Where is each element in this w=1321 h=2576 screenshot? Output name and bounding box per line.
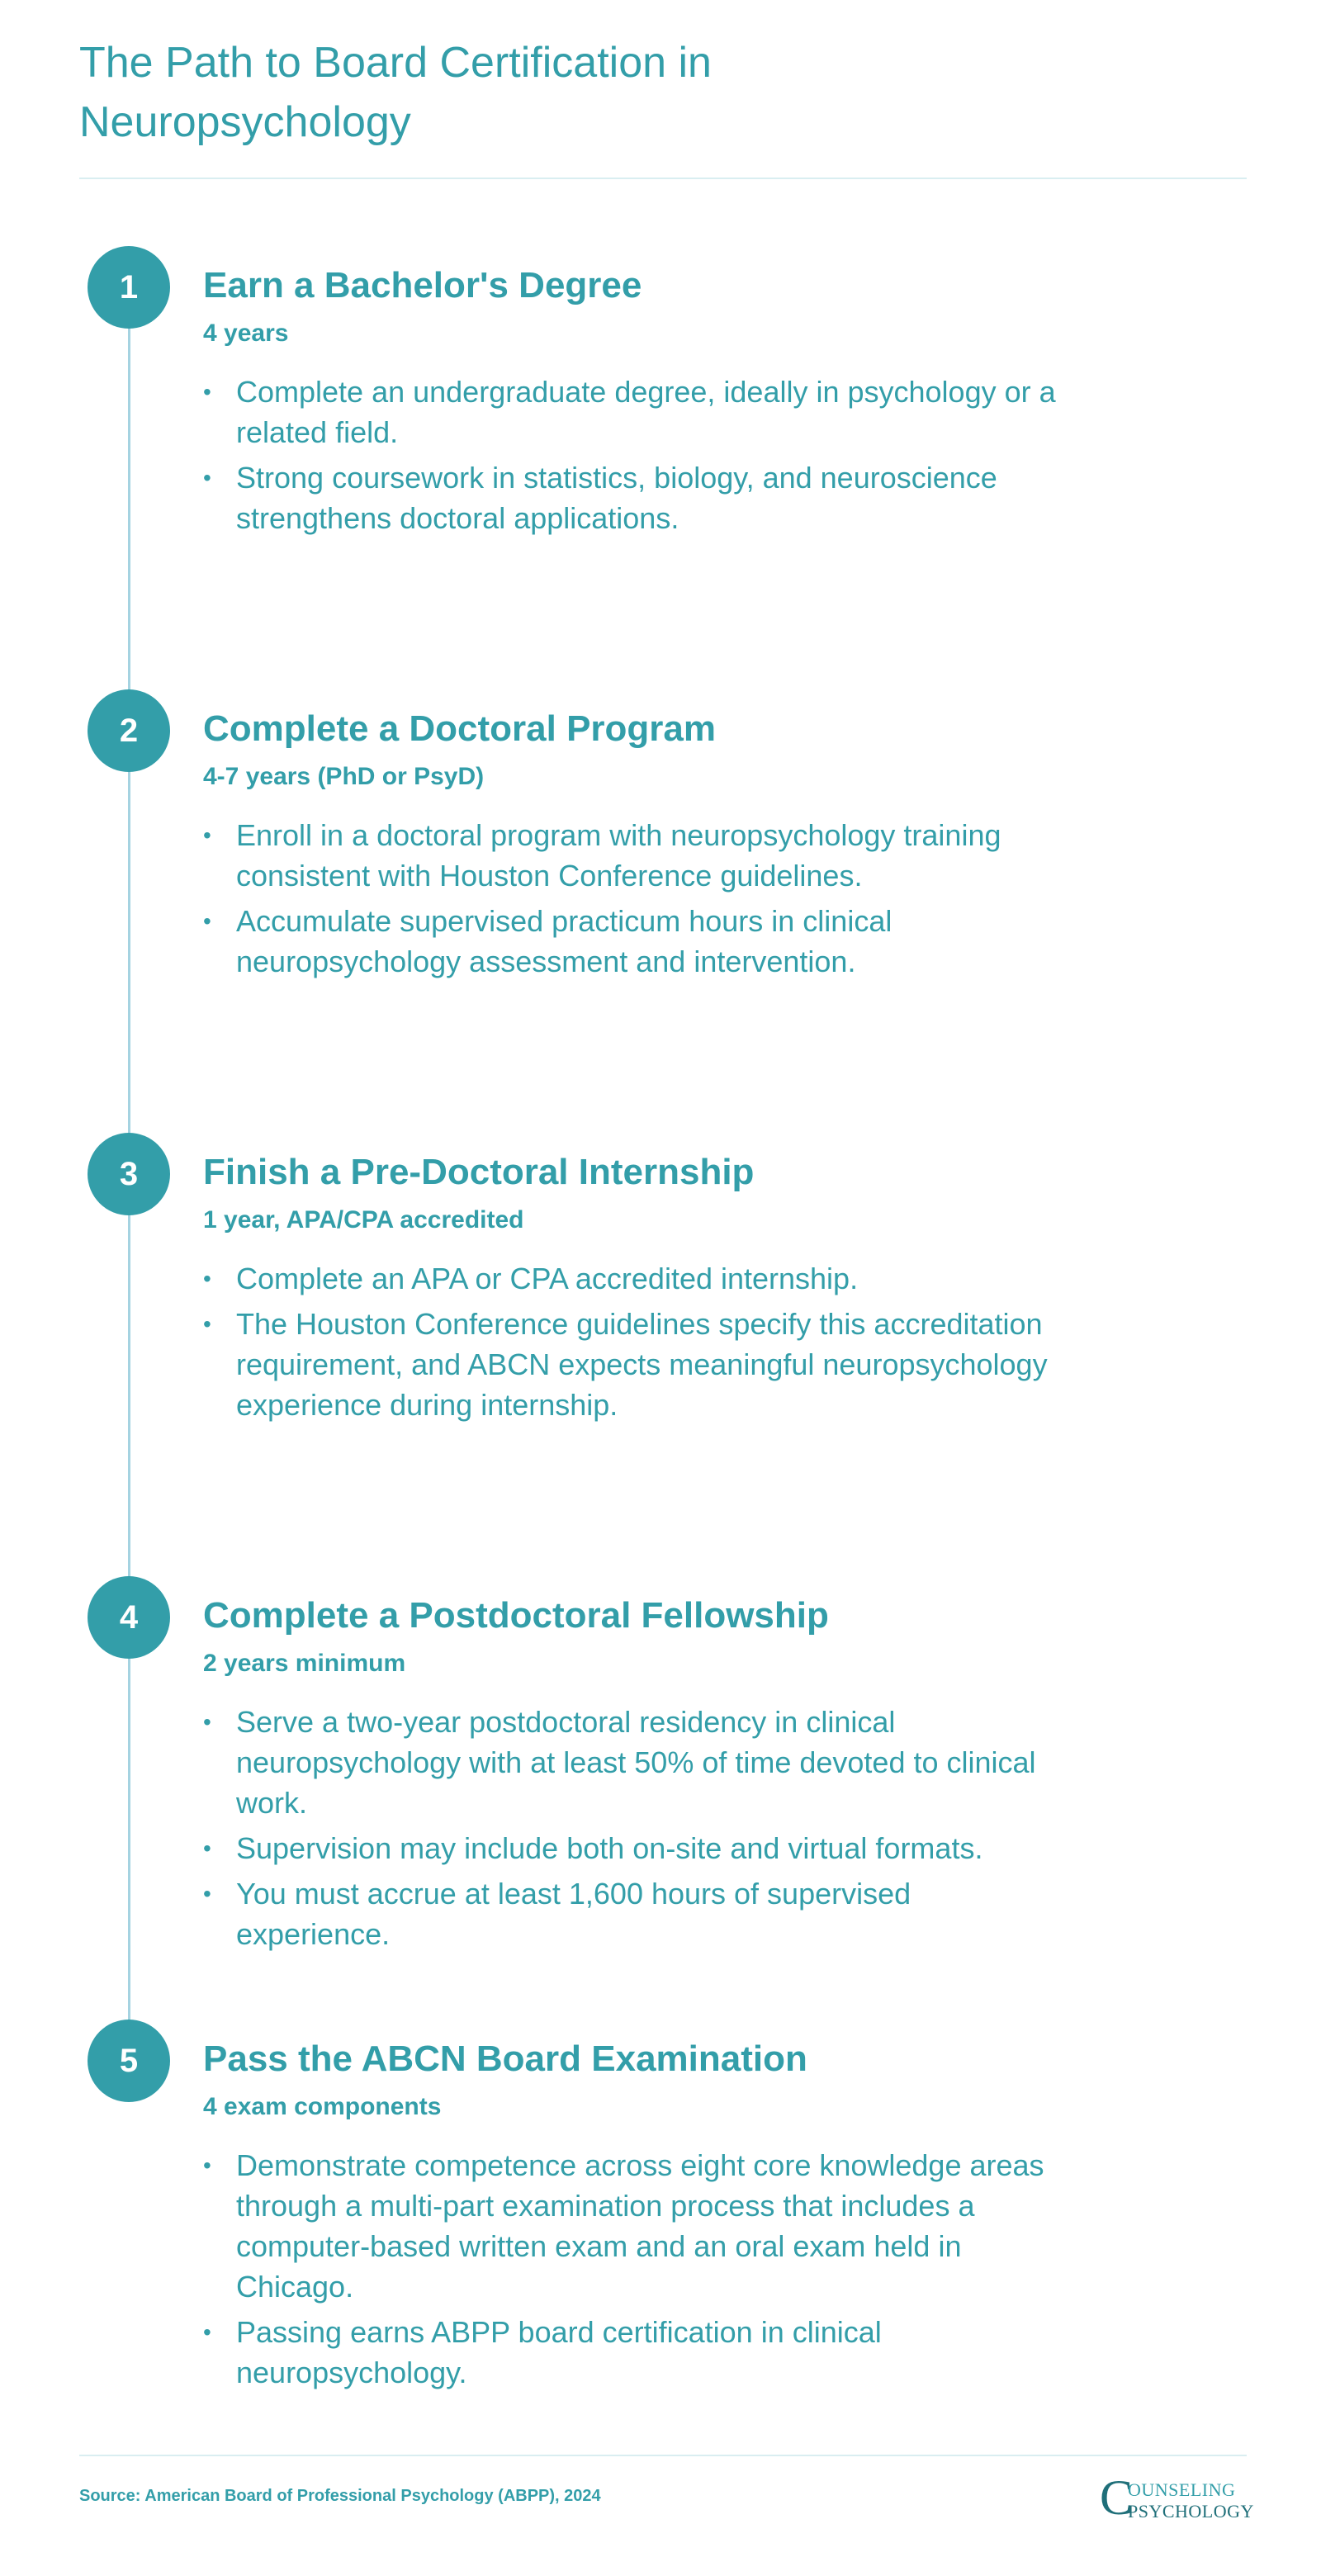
bullet-icon: • bbox=[203, 2319, 211, 2345]
step-duration: 4 exam components bbox=[203, 2093, 442, 2120]
bullet-text: Complete an undergraduate degree, ideally in psychology or a related field. bbox=[236, 375, 1056, 449]
bullet-text: Demonstrate competence across eight core knowledge areas through a multi-part examination process that includes a computer-based written exam and an oral exam held in Chicago. bbox=[236, 2148, 1044, 2304]
step-title: Complete a Doctoral Program bbox=[203, 708, 717, 749]
step-number-badge: 3 bbox=[88, 1133, 170, 1215]
bullet-icon: • bbox=[203, 1835, 211, 1861]
page-title: The Path to Board Certification in Neuropsychology bbox=[79, 39, 712, 146]
bullet-item bbox=[203, 815, 1062, 896]
bullet-icon: • bbox=[203, 822, 211, 848]
step-title: Complete a Postdoctoral Fellowship bbox=[203, 1595, 829, 1636]
bullet-text: Supervision may include both on-site and virtual formats. bbox=[236, 1831, 983, 1865]
source-citation: Source: American Board of Professional Psychology (ABPP), 2024 bbox=[79, 2487, 601, 2505]
bullet-item bbox=[203, 457, 1062, 538]
bullet-text: Complete an APA or CPA accredited internship. bbox=[236, 1262, 859, 1295]
bullet-icon: • bbox=[203, 1881, 211, 1906]
bullet-icon: • bbox=[203, 1311, 211, 1337]
footer-divider bbox=[79, 2455, 1247, 2456]
bullet-item bbox=[203, 1828, 1062, 1868]
bullet-item bbox=[203, 1873, 1062, 1954]
logo-text-line2: PSYCHOLOGY bbox=[1128, 2501, 1254, 2522]
bullet-item bbox=[203, 1702, 1062, 1823]
bullet-text: The Houston Conference guidelines specify this accreditation requirement, and ABCN expects meaningful neuropsychology experience during internship. bbox=[236, 1307, 1048, 1422]
logo-text-line1: OUNSELING bbox=[1128, 2479, 1236, 2500]
bullet-icon: • bbox=[203, 1266, 211, 1291]
step-title: Finish a Pre-Doctoral Internship bbox=[203, 1152, 755, 1192]
bullet-text: Passing earns ABPP board certification in clinical neuropsychology. bbox=[236, 2315, 882, 2389]
counseling-psychology-logo bbox=[1100, 2470, 1254, 2526]
bullet-item bbox=[203, 2145, 1062, 2307]
step-bullet-list bbox=[203, 1258, 1062, 1430]
step-number-badge: 5 bbox=[88, 2020, 170, 2102]
bullet-text: You must accrue at least 1,600 hours of supervised experience. bbox=[236, 1877, 911, 1951]
step-bullet-list bbox=[203, 1702, 1062, 1959]
bullet-text: Strong coursework in statistics, biology, and neuroscience strengthens doctoral applications. bbox=[236, 461, 997, 535]
bullet-item bbox=[203, 901, 1062, 982]
step-duration: 2 years minimum bbox=[203, 1650, 406, 1677]
step-duration: 1 year, APA/CPA accredited bbox=[203, 1206, 524, 1234]
bullet-icon: • bbox=[203, 379, 211, 405]
step-duration: 4-7 years (PhD or PsyD) bbox=[203, 763, 485, 790]
bullet-item bbox=[203, 1304, 1062, 1425]
bullet-icon: • bbox=[203, 465, 211, 490]
bullet-item bbox=[203, 1258, 1062, 1299]
step-duration: 4 years bbox=[203, 320, 289, 347]
bullet-icon: • bbox=[203, 908, 211, 934]
bullet-text: Serve a two-year postdoctoral residency in clinical neuropsychology with at least 50% of time devoted to clinical work. bbox=[236, 1705, 1036, 1820]
step-number-badge: 1 bbox=[88, 246, 170, 329]
bullet-icon: • bbox=[203, 1709, 211, 1735]
step-title: Earn a Bachelor's Degree bbox=[203, 265, 642, 305]
bullet-item bbox=[203, 372, 1062, 452]
bullet-icon: • bbox=[203, 2152, 211, 2178]
logo-initial: C bbox=[1100, 2470, 1134, 2525]
step-number-badge: 2 bbox=[88, 689, 170, 772]
step-bullet-list bbox=[203, 2145, 1062, 2398]
bullet-text: Enroll in a doctoral program with neuropsychology training consistent with Houston Conference guidelines. bbox=[236, 818, 1001, 893]
step-number-badge: 4 bbox=[88, 1576, 170, 1659]
title-divider bbox=[79, 178, 1247, 179]
bullet-item bbox=[203, 2312, 1062, 2393]
step-bullet-list bbox=[203, 815, 1062, 987]
step-bullet-list bbox=[203, 372, 1062, 543]
bullet-text: Accumulate supervised practicum hours in clinical neuropsychology assessment and intervention. bbox=[236, 904, 893, 978]
step-title: Pass the ABCN Board Examination bbox=[203, 2039, 807, 2079]
